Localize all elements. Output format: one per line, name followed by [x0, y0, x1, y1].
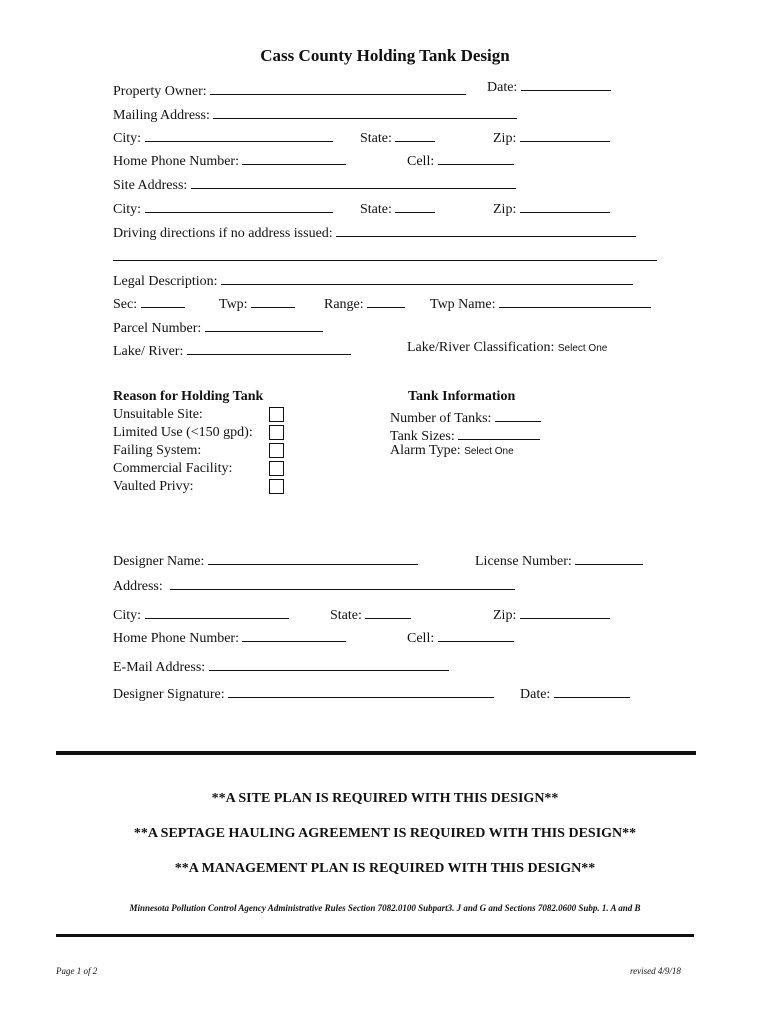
property-date-field[interactable] [521, 76, 611, 91]
site-city-label: City: [113, 202, 142, 217]
property-date-row [487, 76, 611, 96]
site-zip-label: Zip: [493, 202, 517, 217]
reason-item-commercial: Commercial Facility: [113, 461, 233, 476]
email-row [113, 656, 449, 676]
driving-directions-row [113, 222, 636, 242]
number-of-tanks-row [390, 407, 541, 427]
sec-label: Sec: [113, 297, 138, 312]
designer-cell-label: Cell: [407, 631, 435, 646]
designer-zip-field[interactable] [520, 604, 610, 619]
tank-heading: Tank Information [408, 389, 516, 404]
email-field[interactable] [209, 656, 449, 671]
alarm-type-row [390, 443, 514, 459]
city-row [113, 127, 333, 147]
property-owner-label: Property Owner: [113, 84, 207, 99]
lake-river-row [113, 340, 351, 360]
state-label: State: [360, 131, 392, 146]
property-date-label: Date: [487, 80, 518, 95]
designer-cell-row [407, 627, 514, 647]
designer-zip-label: Zip: [493, 608, 517, 623]
driving-directions-label: Driving directions if no address issued: [113, 226, 333, 241]
legal-description-label: Legal Description: [113, 274, 218, 289]
designer-home-phone-field[interactable] [242, 627, 346, 642]
classification-select[interactable]: Select One [557, 343, 608, 354]
revision-date: revised 4/9/18 [630, 966, 681, 976]
reason-item-vaulted-privy: Vaulted Privy: [113, 479, 194, 494]
lake-river-field[interactable] [187, 340, 351, 355]
designer-city-label: City: [113, 608, 142, 623]
tank-sizes-field[interactable] [458, 425, 540, 440]
zip-label: Zip: [493, 131, 517, 146]
designer-state-field[interactable] [365, 604, 411, 619]
license-number-field[interactable] [575, 550, 643, 565]
management-plan-notice: **A MANAGEMENT PLAN IS REQUIRED WITH THIS DESIGN** [174, 861, 596, 876]
license-number-row [475, 550, 643, 570]
signature-date-label: Date: [520, 687, 551, 702]
designer-name-row [113, 550, 418, 570]
reason-item-limited-use: Limited Use (<150 gpd): [113, 425, 253, 440]
home-phone-field[interactable] [242, 150, 346, 165]
home-phone-row [113, 150, 346, 170]
twp-name-field[interactable] [499, 293, 651, 308]
designer-name-field[interactable] [208, 550, 418, 565]
city-label: City: [113, 131, 142, 146]
home-phone-label: Home Phone Number: [113, 154, 239, 169]
failing-system-checkbox[interactable] [269, 443, 284, 458]
unsuitable-site-checkbox[interactable] [269, 407, 284, 422]
state-row [360, 127, 435, 147]
designer-state-label: State: [330, 608, 362, 623]
property-owner-field[interactable] [210, 80, 466, 95]
alarm-type-label: Alarm Type: [390, 443, 461, 458]
classification-label: Lake/River Classification: [407, 340, 555, 355]
license-number-label: License Number: [475, 554, 572, 569]
septage-hauling-notice: **A SEPTAGE HAULING AGREEMENT IS REQUIRED WITH THIS DESIGN** [133, 826, 637, 841]
cell-field[interactable] [438, 150, 514, 165]
alarm-type-select[interactable]: Select One [464, 446, 514, 457]
cell-label: Cell: [407, 154, 435, 169]
signature-label: Designer Signature: [113, 687, 225, 702]
designer-cell-field[interactable] [438, 627, 514, 642]
designer-home-phone-label: Home Phone Number: [113, 631, 239, 646]
site-state-label: State: [360, 202, 392, 217]
designer-city-field[interactable] [145, 604, 289, 619]
designer-address-field[interactable] [170, 575, 515, 590]
sec-row [113, 293, 185, 313]
designer-name-label: Designer Name: [113, 554, 205, 569]
lake-river-label: Lake/ River: [113, 344, 184, 359]
reason-item-unsuitable: Unsuitable Site: [113, 407, 203, 422]
site-city-field[interactable] [145, 198, 333, 213]
bottom-divider [56, 934, 694, 937]
twp-name-row [430, 293, 651, 313]
classification-row [407, 340, 607, 356]
form-title: Cass County Holding Tank Design [260, 46, 510, 65]
twp-label: Twp: [219, 297, 248, 312]
site-state-row [360, 198, 435, 218]
mailing-address-label: Mailing Address: [113, 108, 210, 123]
designer-address-label: Address: [113, 579, 163, 594]
twp-field[interactable] [251, 293, 295, 308]
designer-zip-row [493, 604, 610, 624]
site-zip-field[interactable] [520, 198, 610, 213]
limited-use-checkbox[interactable] [269, 425, 284, 440]
sec-field[interactable] [141, 293, 185, 308]
mailing-address-row [113, 104, 517, 124]
site-address-field[interactable] [191, 174, 516, 189]
designer-state-row [330, 604, 411, 624]
site-state-field[interactable] [395, 198, 435, 213]
range-label: Range: [324, 297, 364, 312]
zip-field[interactable] [520, 127, 610, 142]
site-address-row [113, 174, 516, 194]
site-zip-row [493, 198, 610, 218]
cell-row [407, 150, 514, 170]
signature-row [113, 683, 494, 703]
commercial-facility-checkbox[interactable] [269, 461, 284, 476]
parcel-number-field[interactable] [205, 317, 323, 332]
driving-directions-line-2[interactable] [113, 260, 657, 261]
zip-row [493, 127, 610, 147]
rules-citation: Minnesota Pollution Control Agency Administrative Rules Section 7082.0100 Subpart3. J and G and Sections 7082.0600 Subp. 1. A and B [129, 903, 641, 913]
state-field[interactable] [395, 127, 435, 142]
property-owner-row [113, 80, 466, 100]
signature-date-row [520, 683, 630, 703]
number-of-tanks-field[interactable] [495, 407, 541, 422]
designer-city-row [113, 604, 289, 624]
vaulted-privy-checkbox[interactable] [269, 479, 284, 494]
site-address-label: Site Address: [113, 178, 188, 193]
page-number: Page 1 of 2 [56, 966, 98, 976]
range-field[interactable] [367, 293, 405, 308]
reason-item-failing: Failing System: [113, 443, 202, 458]
site-plan-notice: **A SITE PLAN IS REQUIRED WITH THIS DESIGN** [211, 791, 559, 806]
twp-row [219, 293, 295, 313]
number-of-tanks-label: Number of Tanks: [390, 411, 492, 426]
top-divider [56, 751, 696, 755]
email-label: E-Mail Address: [113, 660, 206, 675]
twp-name-label: Twp Name: [430, 297, 496, 312]
signature-date-field[interactable] [554, 683, 630, 698]
legal-description-row [113, 270, 633, 290]
city-field[interactable] [145, 127, 333, 142]
driving-directions-field[interactable] [336, 222, 636, 237]
tank-sizes-row [390, 425, 540, 445]
site-city-row [113, 198, 333, 218]
tank-sizes-label: Tank Sizes: [390, 429, 455, 444]
reason-heading: Reason for Holding Tank [113, 389, 264, 404]
parcel-number-row [113, 317, 323, 337]
legal-description-field[interactable] [221, 270, 633, 285]
designer-address-row [113, 575, 515, 595]
parcel-number-label: Parcel Number: [113, 321, 202, 336]
designer-home-phone-row [113, 627, 346, 647]
range-row [324, 293, 405, 313]
mailing-address-field[interactable] [213, 104, 517, 119]
signature-field[interactable] [228, 683, 494, 698]
